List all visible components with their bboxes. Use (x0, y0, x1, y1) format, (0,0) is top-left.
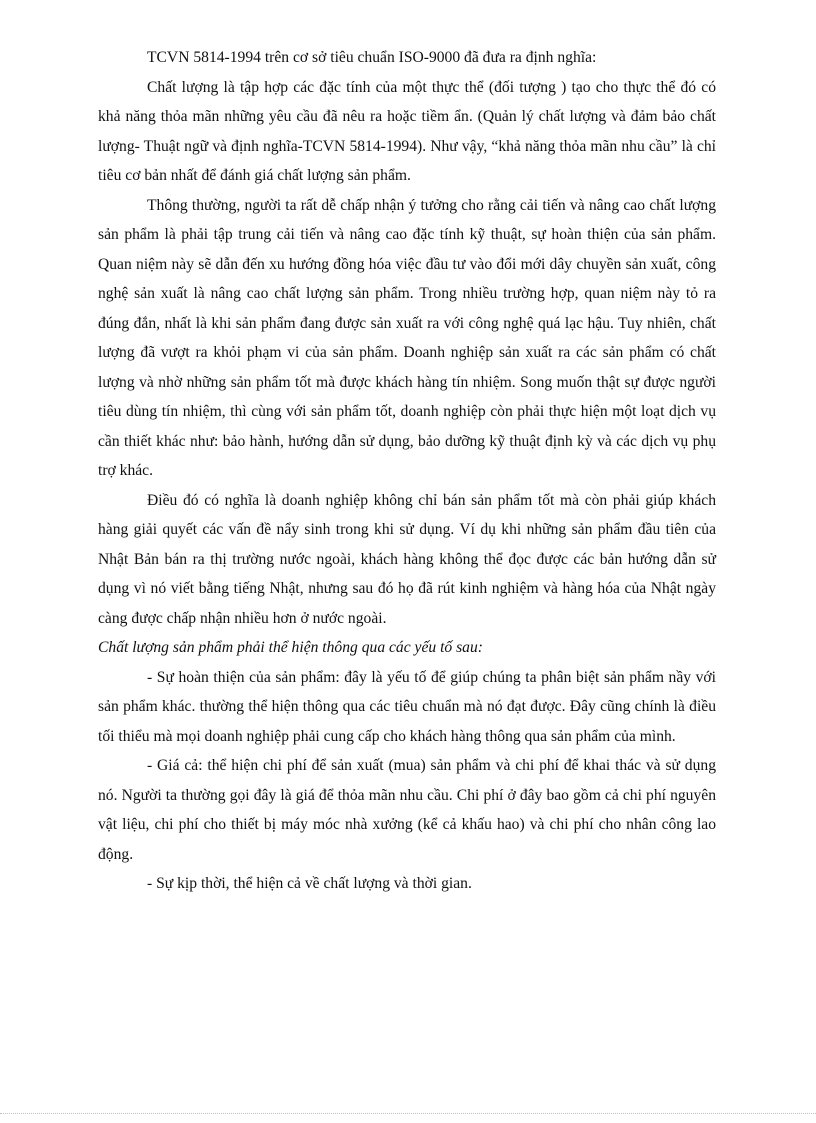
list-item-timeliness: - Sự kịp thời, thể hiện cả về chất lượng và thời gian. (147, 875, 472, 892)
paragraph-customer-support: Điều đó có nghĩa là doanh nghiệp không chỉ bán sản phẩm tốt mà còn phải giúp khách hàng giải quyết các vấn đề nẩy sinh trong khi sử dụng. Ví dụ khi những sản phẩm đầu tiên của Nhật Bản bán ra thị trường nước ngoài, khách hàng không thể đọc được các bản hướng dẫn sử dụng vì nó viết bằng tiếng Nhật, nhưng sau đó họ đã rút kinh nghiệm và hàng hóa của Nhật ngày càng được chấp nhận nhiều hơn ở nước ngoài. (98, 491, 716, 627)
list-item-product-perfection: - Sự hoàn thiện của sản phẩm: đây là yếu tố để giúp chúng ta phân biệt sản phẩm nầy với sản phẩm khác. thường thể hiện thông qua các tiêu chuẩn mà nó đạt được. Đây cũng chính là điều tối thiểu mà mọi doanh nghiệp phải cung cấp cho khách hàng thông qua sản phẩm của mình. (98, 668, 716, 745)
page-bottom-divider (0, 1113, 816, 1114)
paragraph-definition-intro: TCVN 5814-1994 trên cơ sở tiêu chuẩn ISO-9000 đã đưa ra định nghĩa: (147, 49, 597, 66)
list-item-price: - Giá cả: thể hiện chi phí để sản xuất (mua) sản phẩm và chi phí để khai thác và sử dụng nó. Người ta thường gọi đây là giá để thỏa mãn nhu cầu. Chi phí ở đây bao gồm cả chi phí nguyên vật liệu, chi phí cho thiết bị máy móc nhà xưởng (kể cả khấu hao) và chi phí cho nhân công lao động. (98, 757, 716, 863)
paragraph-common-view: Thông thường, người ta rất dễ chấp nhận ý tưởng cho rằng cải tiến và nâng cao chất lượng sản phẩm là phải tập trung cải tiến và nâng cao đặc tính kỹ thuật, sự hoàn thiện của sản phẩm. Quan niệm này sẽ dẫn đến xu hướng đồng hóa việc đầu tư vào đổi mới dây chuyền sản xuất, công nghệ sản xuất là nâng cao chất lượng sản phẩm. Trong nhiều trường hợp, quan niệm này tỏ ra đúng đắn, nhất là khi sản phẩm đang được sản xuất ra với công nghệ quá lạc hậu. Tuy nhiên, chất lượng đã vượt ra khỏi phạm vi của sản phẩm. Doanh nghiệp sản xuất ra các sản phẩm có chất lượng và nhờ những sản phẩm tốt mà được khách hàng tín nhiệm. Song muốn thật sự được người tiêu dùng tín nhiệm, thì cùng với sản phẩm tốt, doanh nghiệp còn phải thực hiện một loạt dịch vụ cần thiết khác như: bảo hành, hướng dẫn sử dụng, bảo dưỡng kỹ thuật định kỳ và các dịch vụ phụ trợ khác. (98, 196, 716, 479)
paragraph-quality-definition: Chất lượng là tập hợp các đặc tính của một thực thể (đối tượng ) tạo cho thực thể đó có khả năng thỏa mãn những yêu cầu đã nêu ra hoặc tiềm ẩn. (Quản lý chất lượng và đảm bảo chất lượng- Thuật ngữ và định nghĩa-TCVN 5814-1994). Như vậy, “khả năng thỏa mãn nhu cầu” là chỉ tiêu cơ bản nhất để đánh giá chất lượng sản phẩm. (98, 78, 716, 184)
document-body (98, 43, 716, 899)
section-heading-quality-factors: Chất lượng sản phẩm phải thể hiện thông qua các yếu tố sau: (98, 639, 483, 656)
